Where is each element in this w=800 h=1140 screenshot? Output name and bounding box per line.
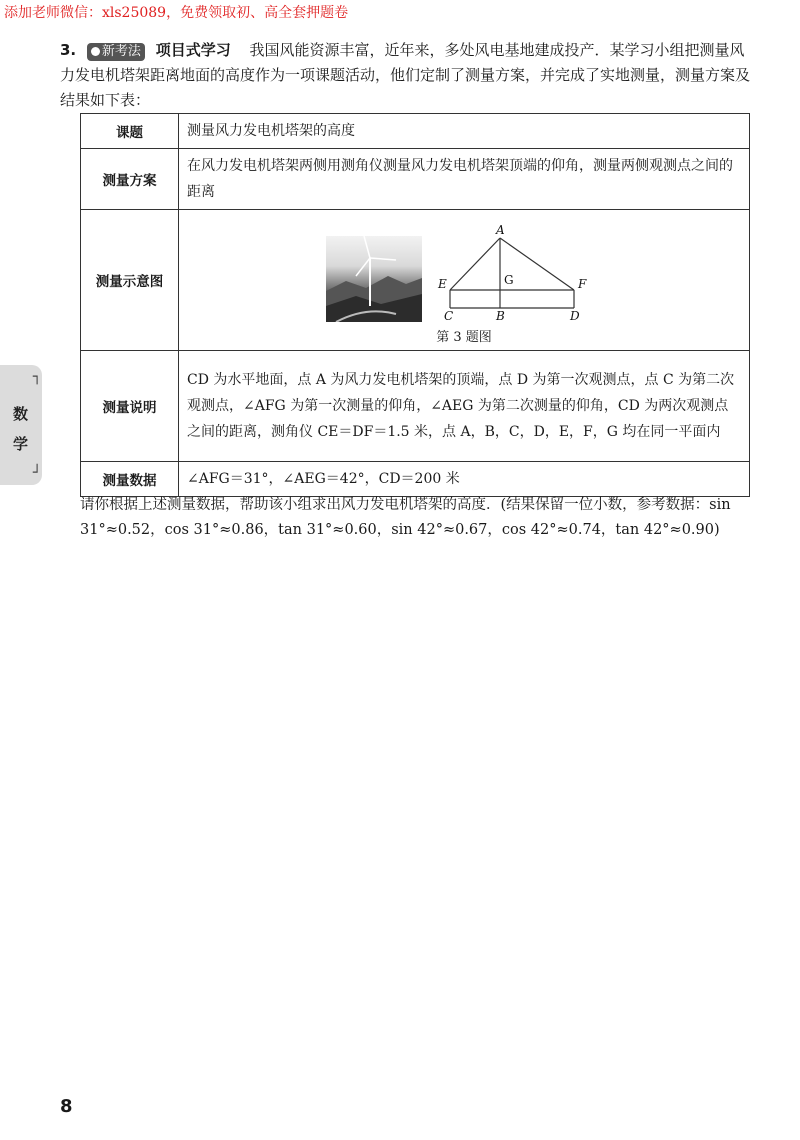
page-number: 8 [60, 1096, 73, 1117]
new-method-badge: 新考法 [87, 43, 145, 61]
row-label: 测量说明 [81, 351, 179, 462]
question-number: 3. [60, 41, 77, 59]
question-instruction: 请你根据上述测量数据，帮助该小组求出风力发电机塔架的高度．(结果保留一位小数，参考数据：sin 31°≈0.52，cos 31°≈0.86，tan 31°≈0.60，sin 42°≈0.67，cos 42°≈0.74，tan 42°≈0.90) [80, 497, 731, 538]
geometry-diagram [432, 222, 602, 322]
tab-char-2: 学 [13, 435, 29, 453]
question-topic: 项目式学习 [155, 41, 231, 59]
row-value: 在风力发电机塔架两侧用测角仪测量风力发电机塔架顶端的仰角，测量两侧观测点之间的距离 [179, 149, 750, 210]
table-row [81, 149, 750, 210]
diagram-cell [179, 210, 750, 351]
row-value: ∠AFG＝31°，∠AEG＝42°，CD＝200 米 [179, 462, 750, 497]
table-row [81, 351, 750, 462]
watermark-note: 添加老师微信：xls25089，免费领取初、高全套押题卷 [4, 5, 349, 21]
sightline-ea [450, 238, 500, 290]
subject-side-tab [0, 365, 42, 485]
table-row [81, 210, 750, 351]
tab-char-1: 数 [13, 405, 29, 423]
row-label: 测量数据 [81, 462, 179, 497]
point-label-c: C [444, 308, 454, 322]
point-label-b: B [496, 308, 505, 322]
point-label-f: F [578, 276, 587, 291]
row-label: 课题 [81, 114, 179, 149]
question-text: 我国风能资源丰富，近年来，多处风电基地建成投产．某学习小组把测量风力发电机塔架距离地面的高度作为一项课题活动，他们定制了测量方案，并完成了实地测量，测量方案及结果如下表： [60, 41, 751, 109]
row-label: 测量方案 [81, 149, 179, 210]
row-value: CD 为水平地面，点 A 为风力发电机塔架的顶端，点 D 为第一次观测点，点 C 为第二次观测点，∠AFG 为第一次测量的仰角，∠AEG 为第二次测量的仰角，CD 为两次观测点之间的距离，测角仪 CE＝DF＝1.5 米，点 A，B，C，D，E，F，G 均在同一平面内 [179, 351, 750, 462]
point-label-d: D [570, 308, 580, 322]
table-row [81, 462, 750, 497]
turbine-illustration [326, 236, 422, 322]
badge-dot-icon [91, 47, 100, 56]
tab-bracket-top: ┐ [33, 369, 42, 385]
row-label: 测量示意图 [81, 210, 179, 351]
row-value: 测量风力发电机塔架的高度 [179, 114, 750, 149]
point-label-e: E [438, 276, 447, 291]
table-row [81, 114, 750, 149]
question-intro [60, 38, 750, 113]
point-label-g: G [504, 272, 514, 287]
tab-bracket-bottom: ┘ [33, 465, 42, 481]
measurement-table [80, 113, 750, 497]
point-label-a: A [496, 222, 505, 237]
figure-caption: 第 3 题图 [436, 329, 492, 345]
wind-turbine-photo [326, 236, 422, 322]
